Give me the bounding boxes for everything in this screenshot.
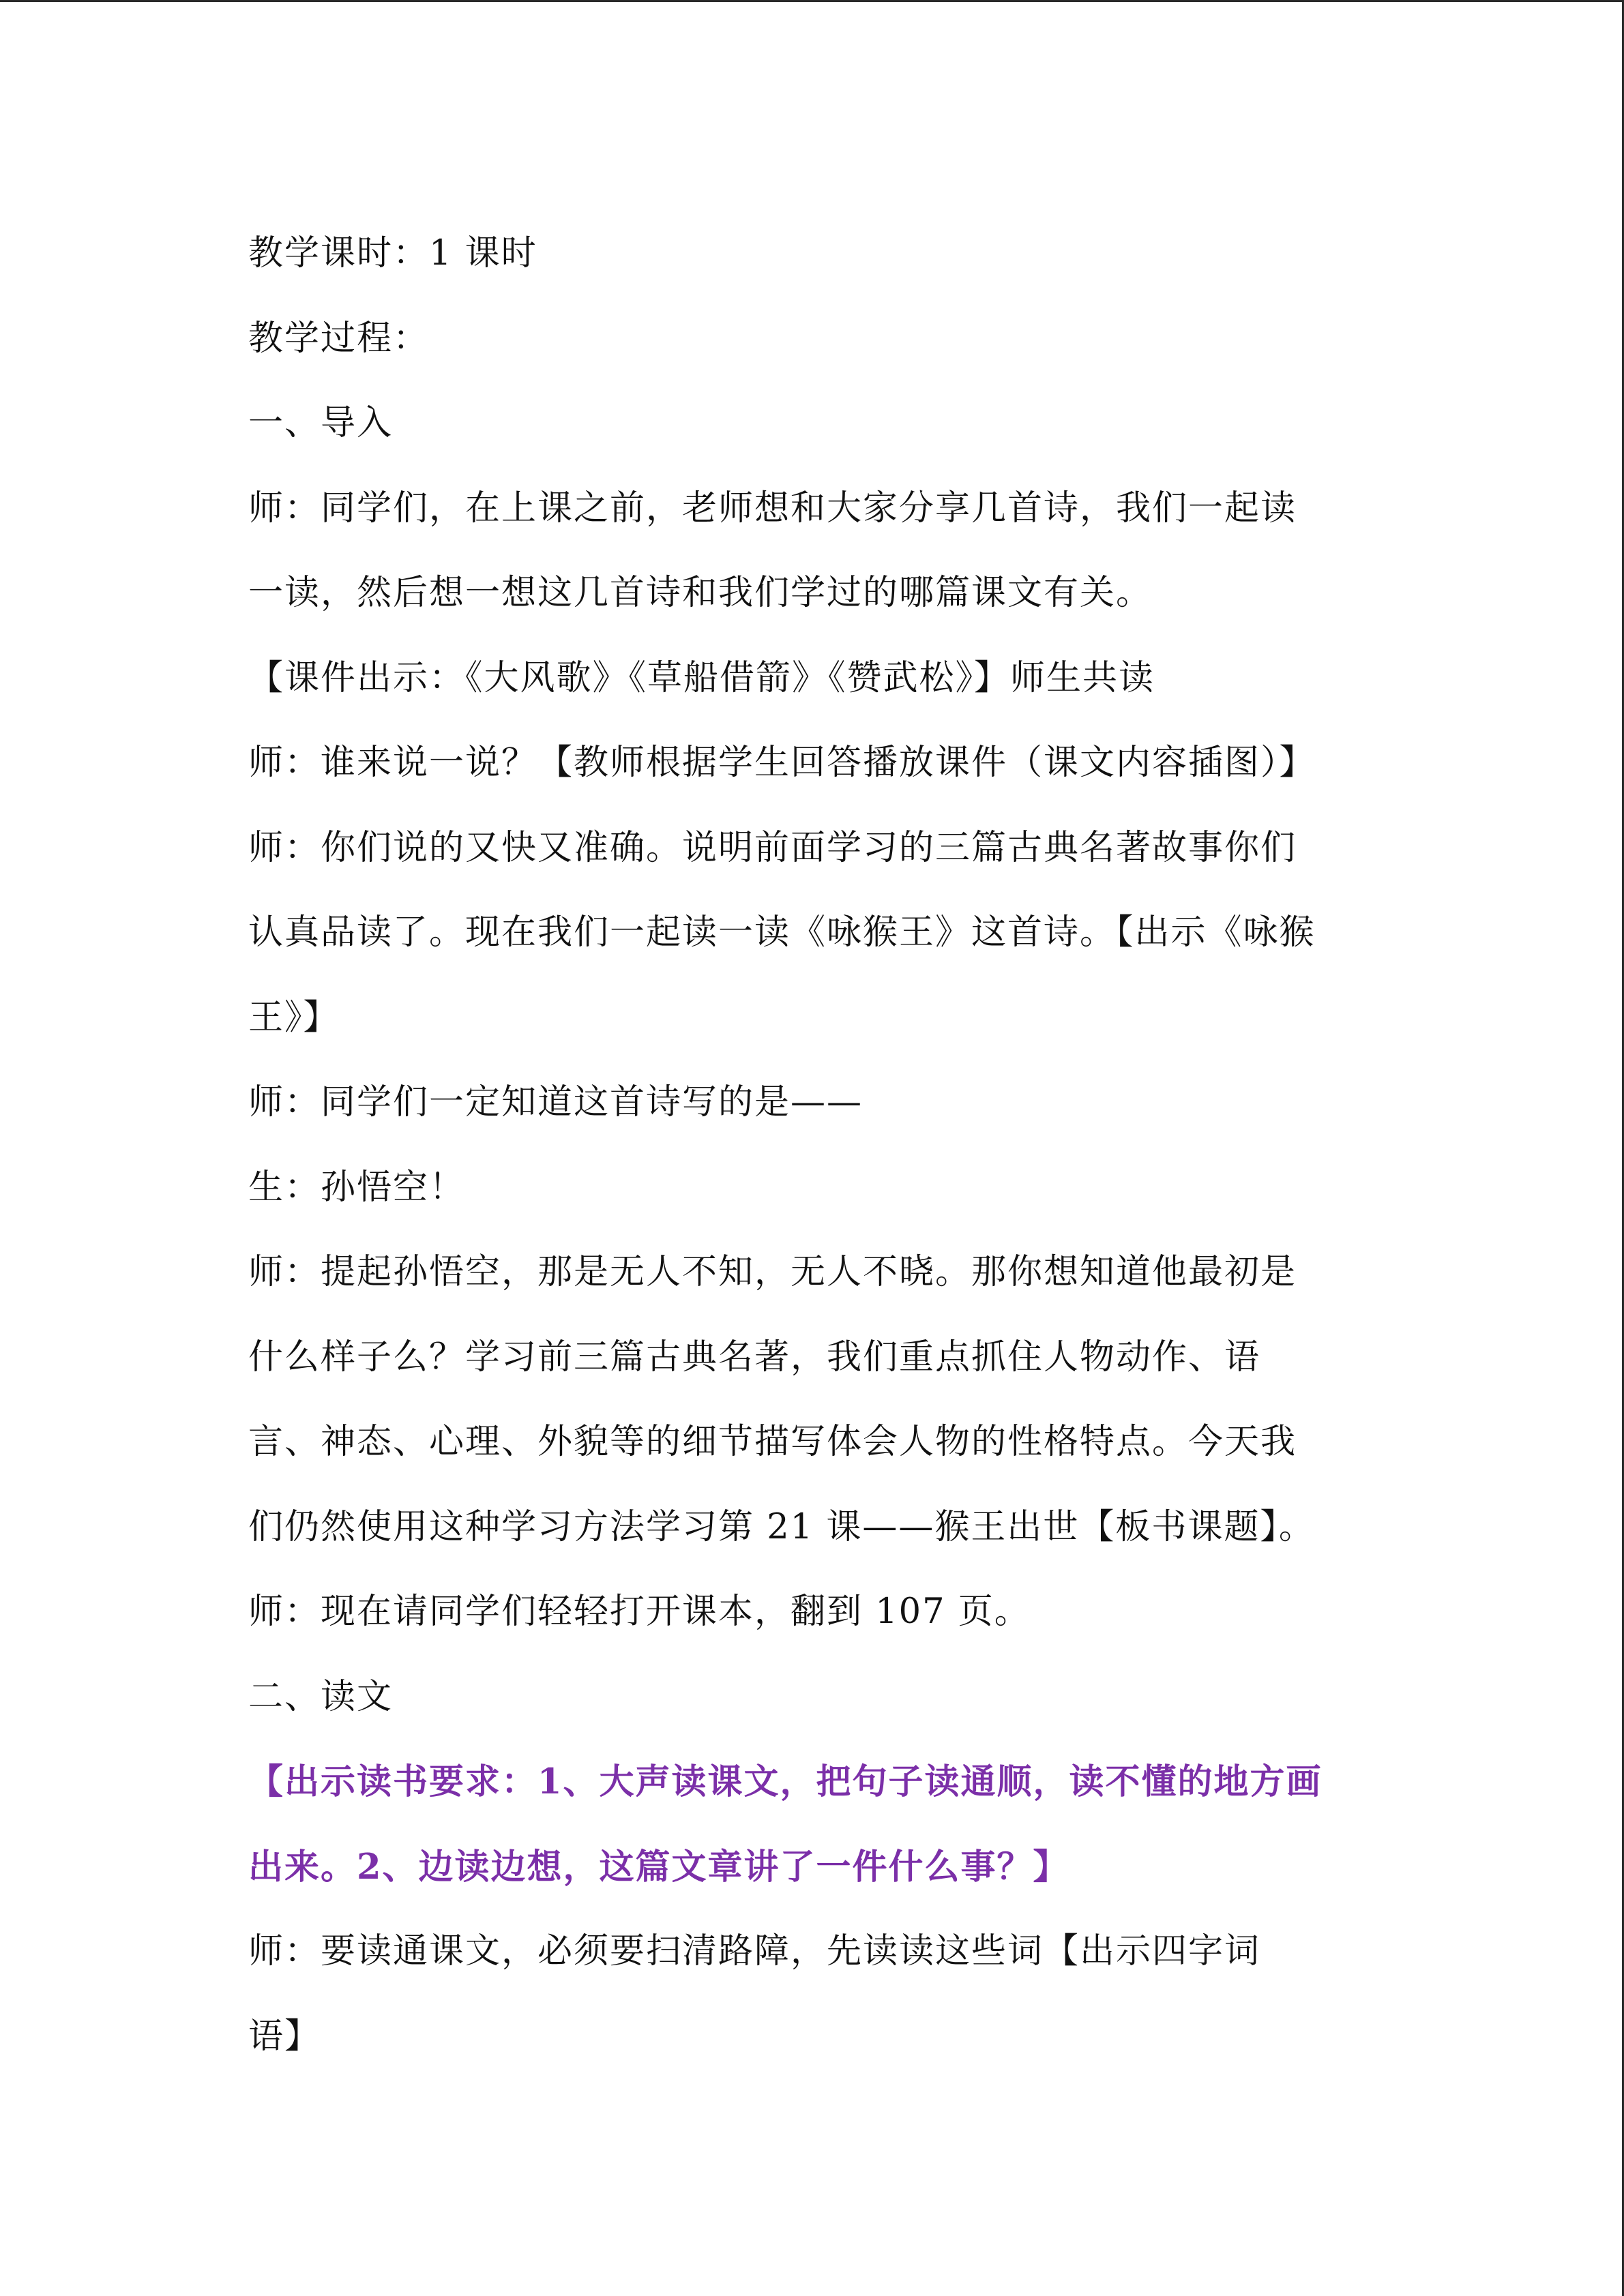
paragraph-line: 什么样子么？学习前三篇古典名著，我们重点抓住人物动作、语 [248, 1337, 1261, 1377]
paragraph-line: 认真品读了。现在我们一起读一读《咏猴王》这首诗。【出示《咏猴 [248, 912, 1316, 953]
section-heading-intro: 一、导入 [248, 403, 394, 443]
paragraph-line: 师：谁来说一说？【教师根据学生回答播放课件（课文内容插图）】 [248, 743, 1316, 783]
paragraph-line: 师：你们说的又快又准确。说明前面学习的三篇古典名著故事你们 [248, 827, 1297, 868]
paragraph-line: 生：孙悟空！ [248, 1167, 466, 1208]
paragraph-line: 师：同学们一定知道这首诗写的是—— [248, 1082, 863, 1122]
paragraph-line: 语】 [248, 2016, 321, 2057]
paragraph-line: 师：现在请同学们轻轻打开课本，翻到 107 页。 [248, 1592, 1031, 1632]
lesson-duration-line: 教学课时：1 课时 [248, 233, 537, 273]
paragraph-line: 王》】 [248, 997, 340, 1038]
document-body [248, 211, 1381, 2079]
reading-requirements-highlight: 【出示读书要求：1、大声读课文，把句子读通顺，读不懂的地方画 [248, 1761, 1323, 1802]
reading-requirements-highlight: 出来。2、边读边想，这篇文章讲了一件什么事？】 [248, 1846, 1069, 1888]
paragraph-line: 师：要读通课文，必须要扫清路障，先读读这些词【出示四字词 [248, 1931, 1261, 1971]
paragraph-line: 言、神态、心理、外貌等的细节描写体会人物的性格特点。今天我 [248, 1422, 1297, 1462]
page-top-border [0, 0, 1624, 2]
paragraph-line: 们仍然使用这种学习方法学习第 21 课——猴王出世【板书课题】。 [248, 1506, 1315, 1547]
section-heading-reading: 二、读文 [248, 1676, 394, 1717]
paragraph-line: 一读，然后想一想这几首诗和我们学过的哪篇课文有关。 [248, 573, 1153, 613]
paragraph-line: 【课件出示：《大风歌》《草船借箭》《赞武松》】师生共读 [248, 657, 1155, 698]
paragraph-line: 师：提起孙悟空，那是无人不知，无人不晓。那你想知道他最初是 [248, 1252, 1297, 1292]
teaching-process-heading: 教学过程： [248, 318, 430, 359]
paragraph-line: 师：同学们，在上课之前，老师想和大家分享几首诗，我们一起读 [248, 488, 1297, 528]
